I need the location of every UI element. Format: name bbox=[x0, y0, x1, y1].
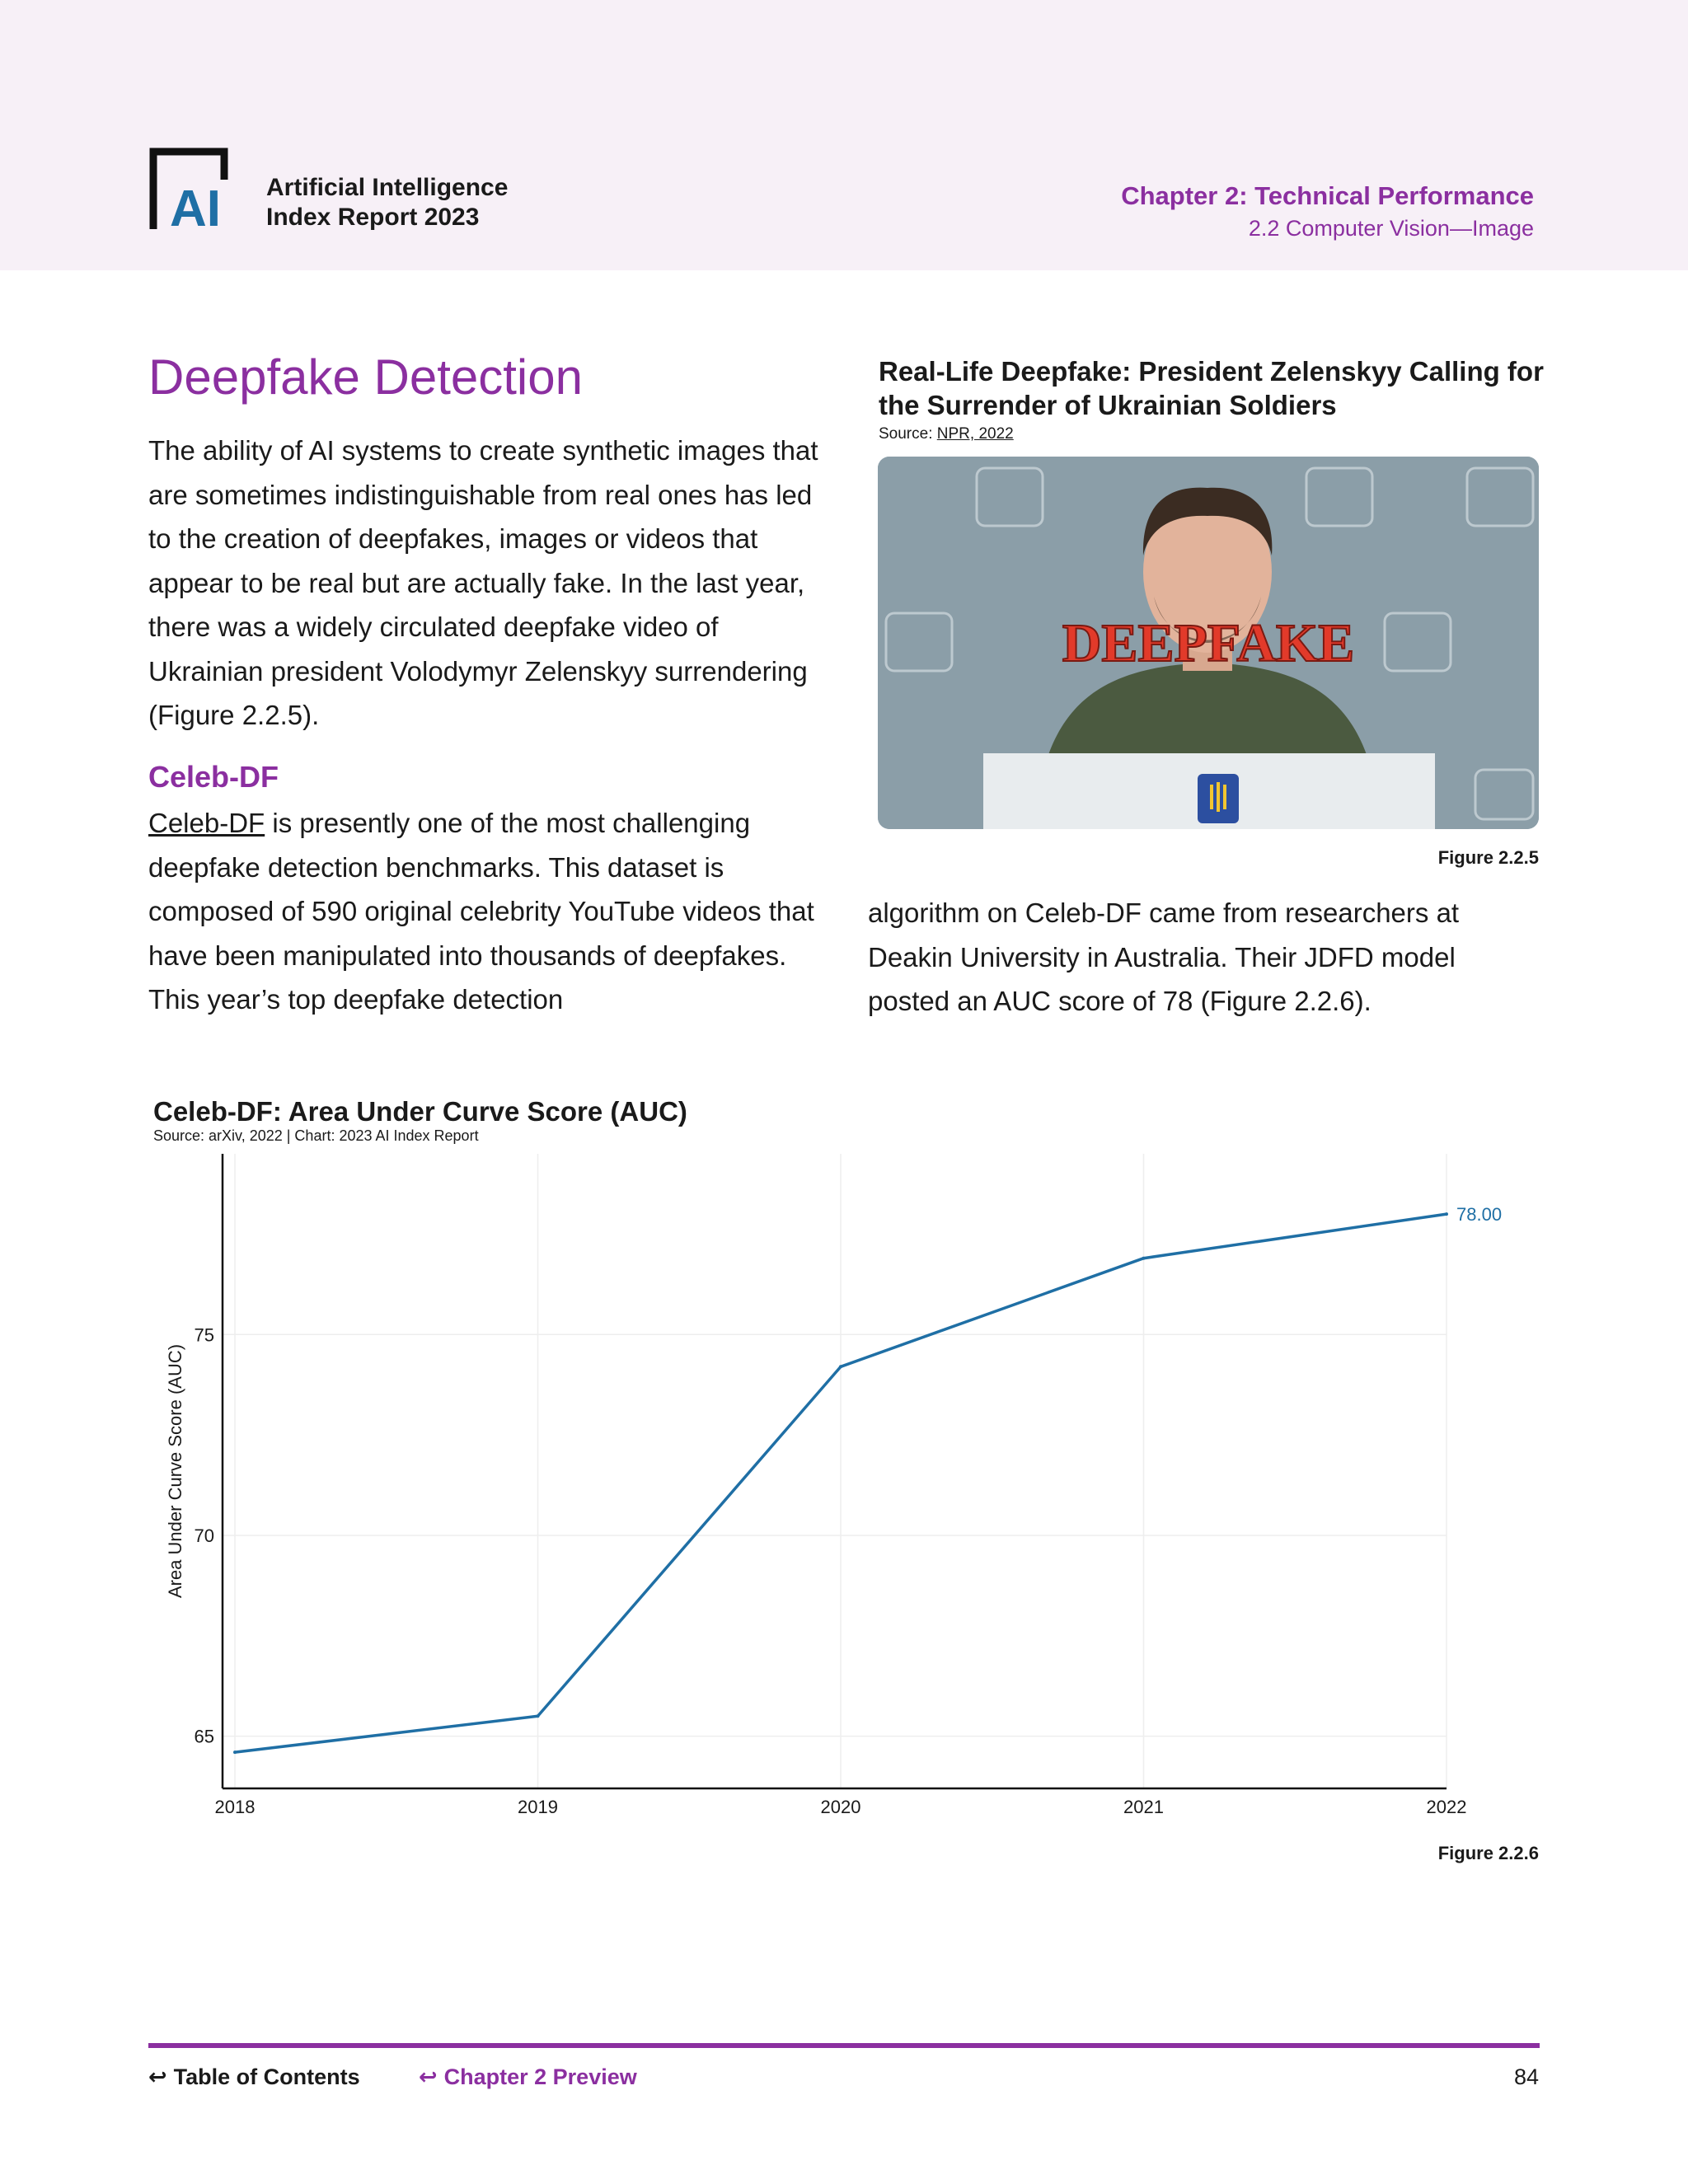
page-number: 84 bbox=[1513, 2064, 1539, 2089]
report-name-line2: Index Report 2023 bbox=[266, 204, 480, 231]
celeb-paragraph-text: is presently one of the most challenging deepfake detection benchmarks. This dataset is composed of 590 original celebrity YouTube videos that have been manipulated into thousands of deepfakes. This year’s top deepfake detection bbox=[148, 808, 814, 1015]
return-arrow-icon: ↩ bbox=[148, 2064, 167, 2089]
chart-axes bbox=[223, 1154, 1447, 1788]
preview-label: Chapter 2 Preview bbox=[443, 2064, 637, 2089]
section-title: Deepfake Detection bbox=[148, 349, 583, 405]
chart-source: Source: arXiv, 2022 | Chart: 2023 AI Index Report bbox=[153, 1127, 479, 1144]
y-tick-label: 65 bbox=[194, 1726, 214, 1747]
figure1-source bbox=[879, 425, 1014, 443]
chapter-subtitle: 2.2 Computer Vision—Image bbox=[1248, 216, 1534, 241]
chart-title: Celeb-DF: Area Under Curve Score (AUC) bbox=[153, 1096, 687, 1127]
report-name bbox=[266, 173, 508, 232]
chapter-preview-link[interactable] bbox=[419, 2062, 637, 2092]
deepfake-overlay-text: DEEPFAKE bbox=[1062, 613, 1355, 673]
x-tick-label: 2022 bbox=[1426, 1797, 1467, 1817]
chart-labels bbox=[165, 1204, 1502, 1817]
x-tick-label: 2021 bbox=[1123, 1797, 1164, 1817]
zelenskyy-illustration bbox=[878, 457, 1539, 829]
chart-grid bbox=[223, 1154, 1447, 1788]
ai-index-logo-icon bbox=[148, 147, 241, 231]
deepfake-video-still bbox=[878, 457, 1539, 829]
npr-source-link[interactable]: NPR, 2022 bbox=[936, 425, 1014, 443]
celeb-df-link[interactable]: Celeb-DF bbox=[148, 808, 265, 838]
chapter-title: Chapter 2: Technical Performance bbox=[1121, 181, 1534, 210]
table-of-contents-link[interactable] bbox=[148, 2062, 360, 2092]
intro-paragraph: The ability of AI systems to create synthetic images that are sometimes indistinguishable from real ones has led to the creation of deepfakes, images or videos that appear to be real but are actually fake. In the last year, there was a widely circulated deepfake video of Ukrainian president Volodymyr Zelenskyy surrendering (Figure 2.2.5). bbox=[148, 435, 818, 730]
data-point bbox=[1142, 1257, 1146, 1260]
data-point bbox=[233, 1750, 237, 1754]
subsection-title: Celeb-DF bbox=[148, 760, 279, 794]
chapter-heading bbox=[1121, 180, 1534, 244]
y-axis-label: Area Under Curve Score (AUC) bbox=[165, 1343, 185, 1599]
figure1-label: Figure 2.2.5 bbox=[1437, 847, 1539, 868]
footer-rule bbox=[148, 2043, 1540, 2048]
x-tick-label: 2020 bbox=[820, 1797, 861, 1817]
data-point bbox=[839, 1365, 842, 1368]
data-point bbox=[537, 1714, 540, 1718]
x-tick-label: 2018 bbox=[214, 1797, 256, 1817]
return-arrow-icon: ↩ bbox=[419, 2064, 438, 2089]
data-point bbox=[1445, 1212, 1448, 1216]
celeb-paragraph bbox=[148, 801, 824, 1022]
y-tick-label: 75 bbox=[194, 1324, 214, 1346]
figure1-source-prefix: Source: bbox=[879, 425, 937, 443]
toc-label: Table of Contents bbox=[173, 2064, 360, 2089]
page-header bbox=[0, 0, 1688, 270]
report-name-line1: Artificial Intelligence bbox=[266, 174, 509, 201]
figure2-label: Figure 2.2.6 bbox=[1437, 1843, 1539, 1863]
continuation-paragraph: algorithm on Celeb-DF came from researchers at Deakin University in Australia. Their JDFD model posted an AUC score of 78 (Figure 2.2.6). bbox=[868, 898, 1460, 1016]
x-tick-label: 2019 bbox=[518, 1797, 558, 1817]
y-tick-label: 70 bbox=[194, 1525, 214, 1546]
auc-line-chart bbox=[148, 1146, 1550, 1830]
figure1-title: Real-Life Deepfake: President Zelenskyy Calling for the Surrender of Ukrainian Soldiers bbox=[879, 356, 1544, 420]
logo-letters: AI bbox=[170, 180, 221, 231]
end-value-label: 78.00 bbox=[1456, 1204, 1503, 1226]
